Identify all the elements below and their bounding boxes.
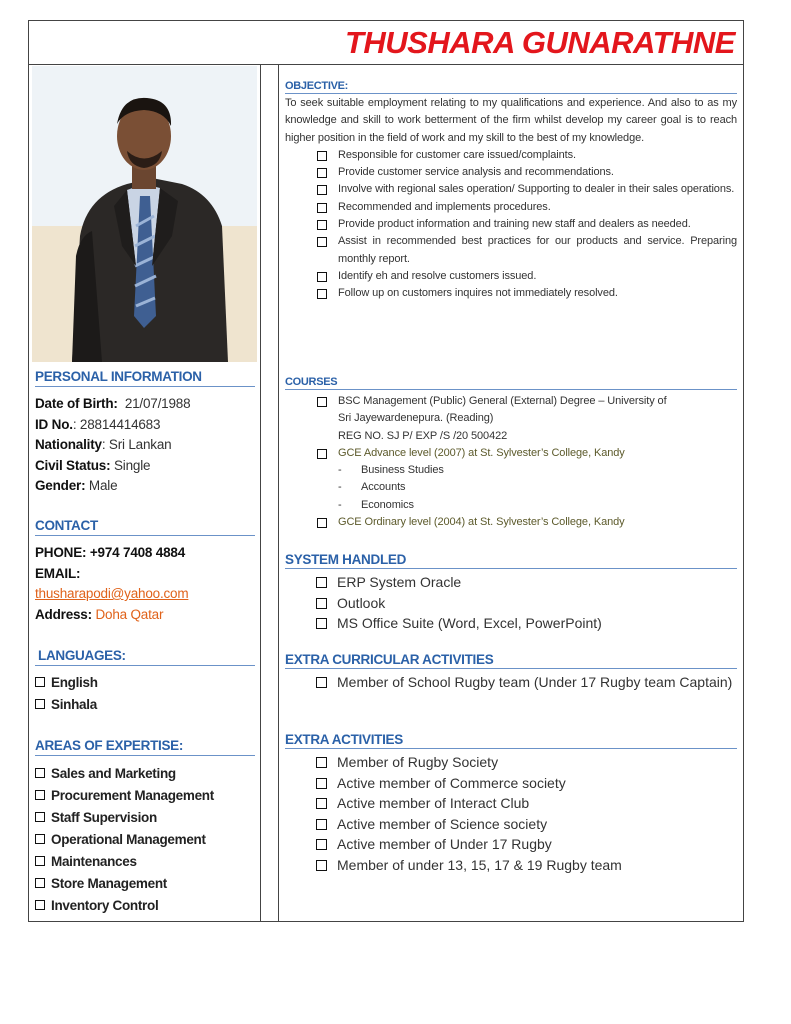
list-item: Identify eh and resolve customers issued. [285, 268, 737, 285]
activity-item: Member of under 13, 15, 17 & 19 Rugby team [285, 855, 737, 876]
checkbox-icon [317, 151, 327, 161]
section-heading: EXTRA CURRICULAR ACTIVITIES [285, 652, 737, 669]
expertise-item: Maintenances [35, 851, 255, 873]
contact-section [35, 518, 255, 625]
right-column [285, 64, 737, 921]
checkbox-icon [317, 220, 327, 230]
left-column [29, 64, 260, 921]
checkbox-icon [316, 577, 327, 588]
checkbox-icon [35, 856, 45, 866]
section-heading: AREAS OF EXPERTISE: [35, 738, 255, 756]
list-item: Responsible for customer care issued/complaints. [285, 147, 737, 164]
extracurricular-section [285, 652, 737, 693]
expertise-item: Store Management [35, 873, 255, 895]
checkbox-icon [316, 860, 327, 871]
checkbox-icon [35, 768, 45, 778]
section-heading: CONTACT [35, 518, 255, 536]
nationality-row: Nationality: Sri Lankan [35, 437, 172, 452]
phone-row: PHONE: +974 7408 4884 [35, 545, 186, 560]
expertise-item: Inventory Control [35, 895, 255, 917]
personal-section [35, 369, 255, 497]
section-heading: PERSONAL INFORMATION [35, 369, 255, 387]
system-item: MS Office Suite (Word, Excel, PowerPoint) [285, 613, 737, 634]
activity-item: Active member of Under 17 Rugby [285, 834, 737, 855]
activity-item: Member of School Rugby team (Under 17 Rugby team Captain) [285, 672, 737, 693]
header [29, 21, 743, 65]
system-item: ERP System Oracle [285, 572, 737, 593]
list-item: Follow up on customers inquires not immediately resolved. [285, 285, 737, 302]
checkbox-icon [316, 618, 327, 629]
list-item: Provide product information and training new staff and dealers as needed. [285, 216, 737, 233]
course-item: GCE Advance level (2007) at St. Sylvester’s College, Kandy [285, 445, 737, 462]
checkbox-icon [316, 757, 327, 768]
subject-item: - Accounts [285, 479, 737, 496]
expertise-item: Procurement Management [35, 785, 255, 807]
column-divider [278, 64, 279, 921]
dob-row: Date of Birth: 21/07/1988 [35, 396, 191, 411]
checkbox-icon [317, 237, 327, 247]
checkbox-icon [35, 878, 45, 888]
checkbox-icon [316, 839, 327, 850]
email-link[interactable]: thusharapodi@yahoo.com [35, 586, 189, 601]
checkbox-icon [317, 185, 327, 195]
activity-item: Active member of Interact Club [285, 793, 737, 814]
checkbox-icon [316, 778, 327, 789]
checkbox-icon [317, 397, 327, 407]
expertise-item: Operational Management [35, 829, 255, 851]
column-divider [260, 64, 261, 921]
courses-section [285, 376, 737, 531]
address-row: Address: Doha Qatar [35, 606, 164, 622]
course-item: GCE Ordinary level (2004) at St. Sylvester’s College, Kandy [285, 514, 737, 531]
resume-frame [28, 20, 744, 922]
list-item: Assist in recommended best practices for our products and service. Preparing monthly report. [285, 233, 737, 268]
systems-section [285, 552, 737, 634]
activity-item: Active member of Commerce society [285, 773, 737, 794]
extra-activities-section [285, 732, 737, 875]
section-heading: EXTRA ACTIVITIES [285, 732, 737, 749]
checkbox-icon [316, 677, 327, 688]
checkbox-icon [317, 518, 327, 528]
objective-text: To seek suitable employment relating to my qualifications and experience. And also to as my knowledge and skill to work betterment of the firm whilst develop my career goal is to reach higher position in the field of work and my skill to the best of my knowledge. [285, 97, 737, 144]
subject-item: - Economics [285, 497, 737, 514]
profile-photo [32, 66, 257, 362]
list-item: Involve with regional sales operation/ Supporting to dealer in their sales operations. [285, 181, 737, 198]
activity-item: Member of Rugby Society [285, 752, 737, 773]
email-label: EMAIL: [35, 565, 81, 581]
checkbox-icon [35, 790, 45, 800]
subject-item: - Business Studies [285, 462, 737, 479]
list-item: Provide customer service analysis and recommendations. [285, 164, 737, 181]
checkbox-icon [316, 819, 327, 830]
checkbox-icon [35, 699, 45, 709]
activity-item: Active member of Science society [285, 814, 737, 835]
languages-section [35, 648, 255, 716]
section-heading: COURSES [285, 376, 737, 390]
objective-section [285, 80, 737, 303]
expertise-item: Staff Supervision [35, 807, 255, 829]
language-item: Sinhala [35, 694, 255, 716]
civil-status-row: Civil Status: Single [35, 457, 151, 473]
system-item: Outlook [285, 593, 737, 614]
checkbox-icon [317, 272, 327, 282]
checkbox-icon [317, 289, 327, 299]
checkbox-icon [35, 834, 45, 844]
expertise-section [35, 738, 255, 917]
checkbox-icon [317, 203, 327, 213]
checkbox-icon [316, 598, 327, 609]
checkbox-icon [35, 900, 45, 910]
checkbox-icon [317, 168, 327, 178]
expertise-item: Sales and Marketing [35, 763, 255, 785]
list-item: Recommended and implements procedures. [285, 199, 737, 216]
checkbox-icon [317, 449, 327, 459]
section-heading: LANGUAGES: [35, 648, 255, 666]
checkbox-icon [35, 812, 45, 822]
language-item: English [35, 672, 255, 694]
section-heading: OBJECTIVE: [285, 80, 737, 94]
course-item: BSC Management (Public) General (External) Degree – University of Sri Jayewardenepura. (Reading) REG NO. SJ P/ EXP /S /20 500422 [285, 393, 737, 445]
gender-row: Gender: Male [35, 478, 118, 493]
checkbox-icon [316, 798, 327, 809]
checkbox-icon [35, 677, 45, 687]
section-heading: SYSTEM HANDLED [285, 552, 737, 569]
id-row: ID No.: 28814414683 [35, 416, 161, 432]
candidate-name: THUSHARA GUNARATHNE [344, 25, 735, 60]
